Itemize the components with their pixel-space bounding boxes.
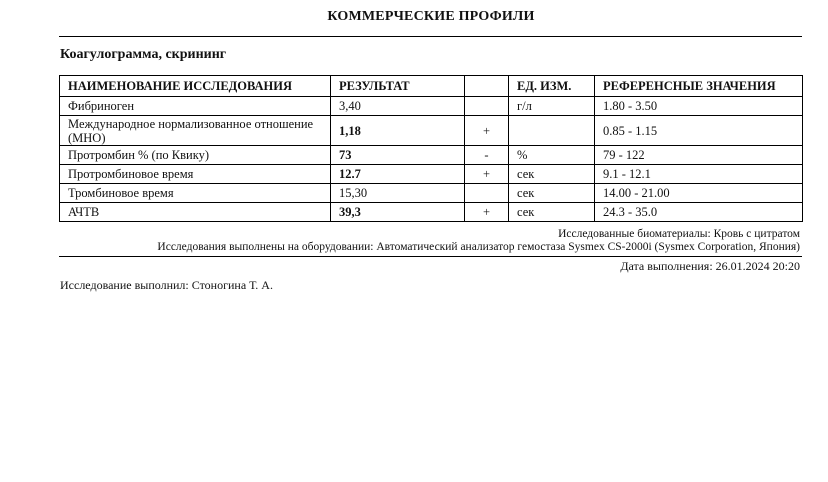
header-result: РЕЗУЛЬТАТ <box>331 76 465 97</box>
row-name: АЧТВ <box>60 203 331 222</box>
row-reference: 0.85 - 1.15 <box>595 116 803 146</box>
table-row <box>60 165 803 184</box>
execution-date: Дата выполнения: 26.01.2024 20:20 <box>620 259 800 273</box>
row-flag <box>465 97 509 116</box>
performer-note: Исследование выполнил: Стоногина Т. А. <box>60 278 273 292</box>
row-name: Протромбин % (по Квику) <box>60 146 331 165</box>
equipment-note: Исследования выполнены на оборудовании: Автоматический анализатор гемостаза Sysmex CS-2000i (Sysmex Corporation, Япония) <box>157 241 800 253</box>
table-row <box>60 146 803 165</box>
row-reference: 1.80 - 3.50 <box>595 97 803 116</box>
row-reference: 9.1 - 12.1 <box>595 165 803 184</box>
header-unit: ЕД. ИЗМ. <box>509 76 595 97</box>
table-row <box>60 116 803 146</box>
row-result: 15,30 <box>331 184 465 203</box>
row-unit: сек <box>509 203 595 222</box>
table-row <box>60 184 803 203</box>
section-title: Коагулограмма, скрининг <box>60 47 227 62</box>
row-flag: + <box>465 116 509 146</box>
row-name: Протромбиновое время <box>60 165 331 184</box>
table-header-row <box>60 76 803 97</box>
row-unit <box>509 116 595 146</box>
row-name: Фибриноген <box>60 97 331 116</box>
row-result: 12.7 <box>331 165 465 184</box>
row-name: Международное нормализованное отношение (МНО) <box>60 116 331 146</box>
header-flag <box>465 76 509 97</box>
row-unit: сек <box>509 184 595 203</box>
row-reference: 24.3 - 35.0 <box>595 203 803 222</box>
row-unit: сек <box>509 165 595 184</box>
row-name: Тромбиновое время <box>60 184 331 203</box>
title-divider <box>59 36 802 37</box>
header-reference: РЕФЕРЕНСНЫЕ ЗНАЧЕНИЯ <box>595 76 803 97</box>
document-title: КОММЕРЧЕСКИЕ ПРОФИЛИ <box>327 9 535 24</box>
table-row <box>60 97 803 116</box>
row-result: 1,18 <box>331 116 465 146</box>
row-reference: 14.00 - 21.00 <box>595 184 803 203</box>
header-name: НАИМЕНОВАНИЕ ИССЛЕДОВАНИЯ <box>60 76 331 97</box>
row-unit: % <box>509 146 595 165</box>
row-flag: + <box>465 203 509 222</box>
row-flag: + <box>465 165 509 184</box>
table-row <box>60 203 803 222</box>
footer-divider <box>59 256 802 257</box>
row-result: 73 <box>331 146 465 165</box>
biomaterial-note: Исследованные биоматериалы: Кровь с цитратом <box>558 228 800 240</box>
row-unit: г/л <box>509 97 595 116</box>
row-reference: 79 - 122 <box>595 146 803 165</box>
row-flag: - <box>465 146 509 165</box>
results-table <box>59 75 803 222</box>
row-flag <box>465 184 509 203</box>
row-result: 39,3 <box>331 203 465 222</box>
row-result: 3,40 <box>331 97 465 116</box>
